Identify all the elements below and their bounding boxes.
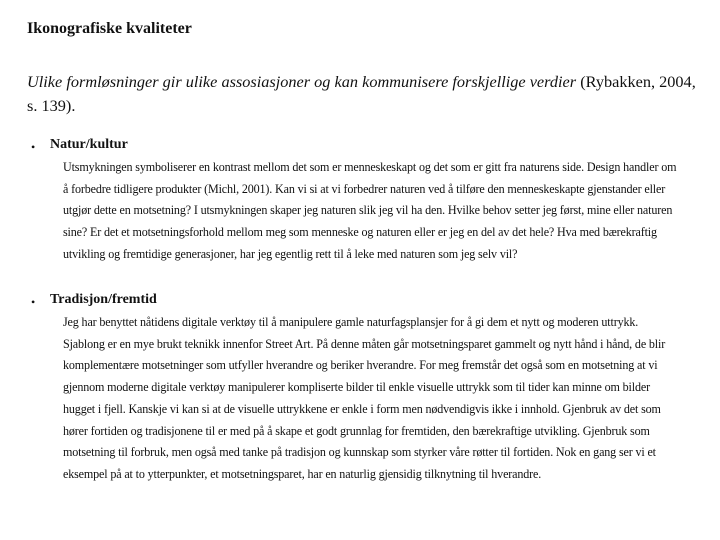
paragraph-line: Jeg har benyttet nåtidens digitale verktøy til å manipulere gamle naturfagsplansjer for å gi dem et nytt og moderen uttrykk. bbox=[63, 315, 639, 329]
section-heading-natur-kultur: Natur/kultur bbox=[50, 137, 128, 152]
quote-citation: (Rybakken, 2004, s. 139). bbox=[27, 72, 696, 115]
paragraph-line: komplementære motsetninger som utfyller hverandre og beriker hverandre. For meg fremstår det også som en motsetning at vi bbox=[63, 358, 658, 373]
paragraph-line: sine? Er det et motsetningsforhold mellom meg som menneske og naturen eller er jeg en del av det hele? Hva med bærekraftig bbox=[63, 225, 657, 240]
paragraph-line: å forbedre tidligere produkter (Michl, 2001). Kan vi si at vi forbedrer naturen ved å tilføre den menneskeskapte gjenstander eller bbox=[63, 181, 666, 196]
paragraph-line: hugget i fjell. Kanskje vi kan si at de visuelle uttrykkene er enkle i form men nødvendigvis ikke i innhold. Gjenbruk av det som bbox=[63, 401, 661, 416]
paragraph-line: utgjør dette en motsetning? I utsmykningen skaper jeg naturen slik jeg vil ha den. Hvilke behov setter jeg først, mine eller naturen bbox=[63, 203, 673, 218]
bullet-marker: • bbox=[31, 295, 36, 309]
paragraph-line: gjennom moderne digitale verktøy manipulerer kompliserte bilder til enkle visuelle uttrykk som til tider kan minne om bilder bbox=[63, 380, 650, 395]
paragraph-line: eksempel på at to ytterpunkter, et motsetningsparet, har en naturlig gjensidig tilknytning til hverandre. bbox=[63, 466, 542, 481]
paragraph-line: utvikling og fremtidige generasjoner, har jeg egentlig rett til å leke med naturen som jeg selv vil? bbox=[63, 246, 518, 261]
section-paragraph-tradisjon-fremtid bbox=[63, 312, 715, 486]
section-paragraph-natur-kultur bbox=[63, 157, 715, 266]
intro-quote bbox=[27, 70, 707, 118]
paragraph-line: hører fortiden og tradisjonene til er med på å skape et godt grunnlag for fremtiden, den bærekraftige utvikling. Gjenbruk som bbox=[63, 423, 650, 438]
paragraph-line: motsetning til forbruk, men også med tanke på tradisjon og kunnskap som styrker våre røtter til fortiden. Nok en gang ser vi et bbox=[63, 445, 656, 460]
paragraph-line: Sjablong er en mye brukt teknikk innenfor Street Art. På denne måten går motsetningsparet gammelt og nytt hånd i hånd, de blir bbox=[63, 336, 666, 351]
paragraph-line: Utsmykningen symboliserer en kontrast mellom det som er menneskeskapt og det som er gitt fra naturens side. Design handler om bbox=[63, 160, 677, 174]
slide-title: Ikonografiske kvaliteter bbox=[27, 20, 192, 37]
quote-text: Ulike formløsninger gir ulike assosiasjoner og kan kommunisere forskjellige verdier bbox=[27, 72, 577, 91]
section-heading-tradisjon-fremtid: Tradisjon/fremtid bbox=[50, 292, 157, 307]
bullet-marker: • bbox=[31, 140, 36, 154]
